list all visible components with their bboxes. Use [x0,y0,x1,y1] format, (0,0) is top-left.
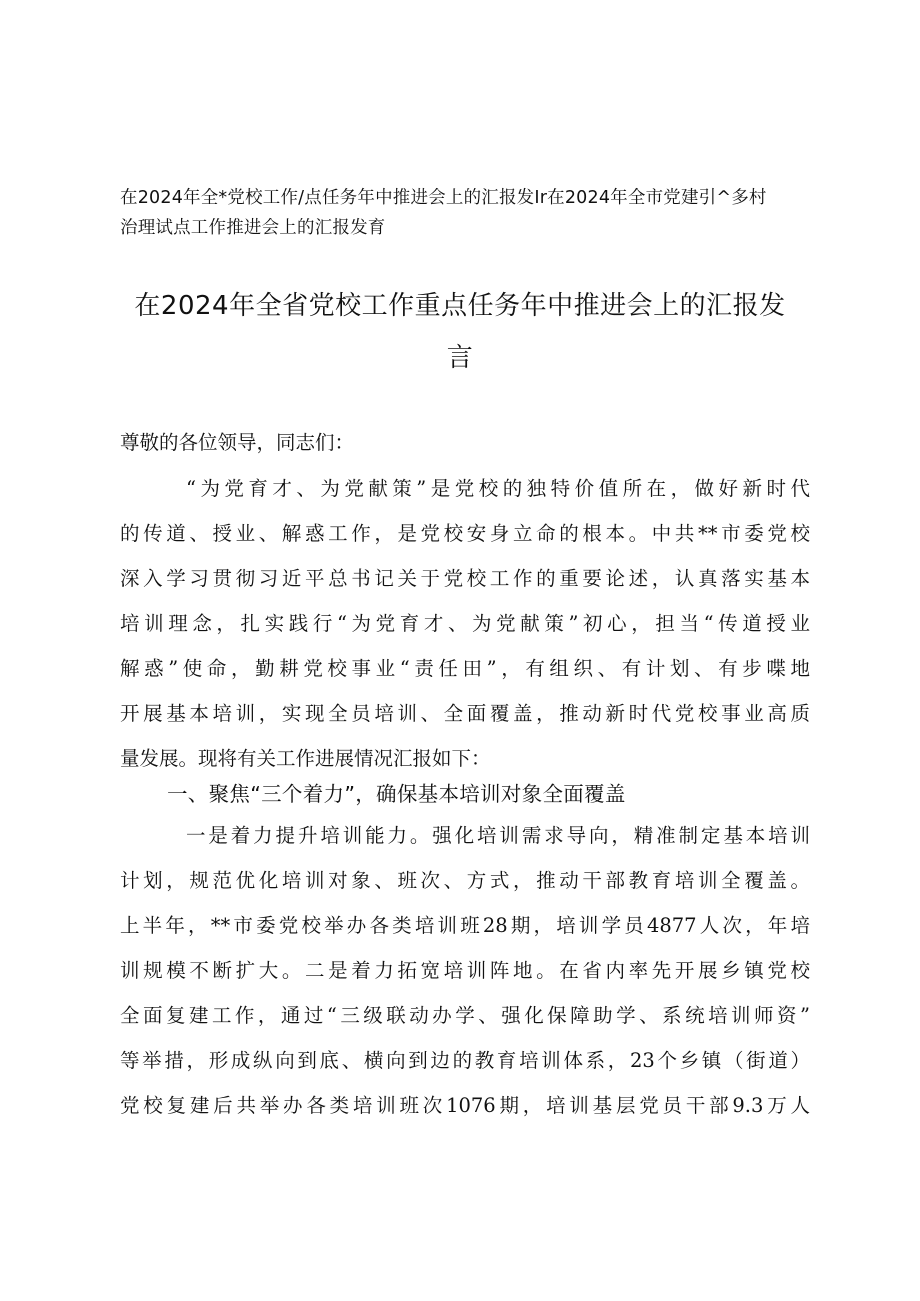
header-line-2: 治理试点工作推进会上的汇报发育 [120,218,386,238]
section-1-line-6: 等举措，形成纵向到底、横向到边的教育培训体系，23个乡镇（街道） [120,1049,810,1072]
section-1-line-5: 全面复建工作，通过“三级联动办学、强化保障助学、系统培训师资” [120,1004,810,1027]
intro-line-3: 深入学习贯彻习近平总书记关于党校工作的重要论述，认真落实基本 [120,567,810,590]
intro-line-2: 的传道、授业、解惑工作，是党校安身立命的根本。中共**市委党校 [120,522,810,545]
intro-line-7: 量发展。现将有关工作进展情况汇报如下： [120,747,491,770]
section-1-line-7: 党校复建后共举办各类培训班次1076期，培训基层党员干部9.3万人 [120,1094,810,1117]
section-1-line-1: 一是着力提升培训能力。强化培训需求导向，精准制定基本培训 [186,824,810,847]
section-1-line-2: 计划，规范优化培训对象、班次、方式，推动干部教育培训全覆盖。 [120,869,810,892]
intro-line-1: “为党育才、为党献策”是党校的独特价值所在，做好新时代 [186,477,810,500]
intro-line-4: 培训理念，扎实践行“为党育才、为党献策”初心，担当“传道授业 [120,612,810,635]
section-1-heading: 一、聚焦“三个着力”，确保基本培训对象全面覆盖 [167,782,626,806]
intro-line-6: 开展基本培训，实现全员培训、全面覆盖，推动新时代党校事业高质 [120,702,810,725]
section-1-line-4: 训规模不断扩大。二是着力拓宽培训阵地。在省内率先开展乡镇党校 [120,959,810,982]
header-line-1: 在2024年全*党校工作/点任务年中推进会上的汇报发Ir在2024年全市党建引^多村 [120,188,767,208]
salutation: 尊敬的各位领导，同志们： [120,431,355,454]
document-title-line-2: 言 [446,343,474,373]
document-title-line-1: 在2024年全省党校工作重点任务年中推进会上的汇报发 [134,291,786,321]
section-1-line-3: 上半年，**市委党校举办各类培训班28期，培训学员4877人次，年培 [120,914,810,937]
intro-line-5: 解惑”使命，勤耕党校事业“责任田”，有组织、有计划、有步喋地 [120,657,810,680]
